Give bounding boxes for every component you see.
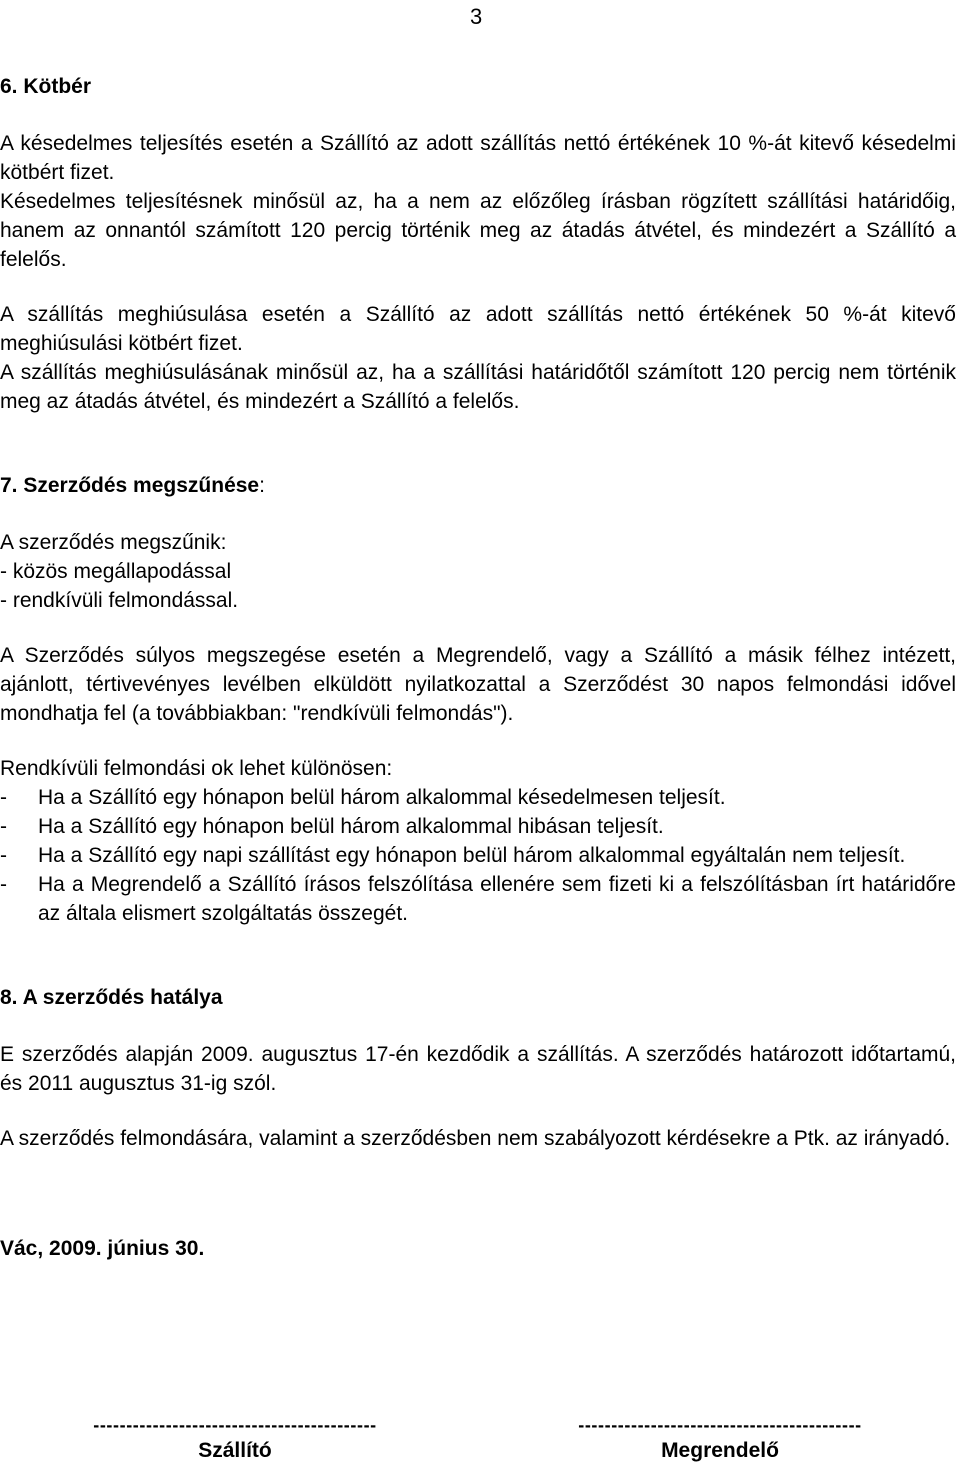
signature-name-supplier: Szállító	[198, 1439, 272, 1462]
reason-text: Ha a Szállító egy napi szállítást egy hónapon belül három alkalommal egyáltalán nem teljesít.	[38, 844, 906, 867]
section-8-paragraph-2: A szerződés felmondására, valamint a szerződésben nem szabályozott kérdésekre a Ptk. az irányadó.	[0, 1127, 951, 1150]
section-6-paragraph-4: A szállítás meghiúsulásának minősül az, ha a szállítási határidőtől számított 120 percig nem történik meg az átadás átvétel, és mindezért a Szállító a felelős.	[0, 361, 956, 413]
signature-supplier	[50, 1414, 420, 1466]
extraordinary-reasons-intro: Rendkívüli felmondási ok lehet különösen:	[0, 757, 393, 780]
serious-breach-paragraph: A Szerződés súlyos megszegése esetén a Megrendelő, vagy a Szállító a másik félhez intézett, ajánlott, tértivevényes levélben elküldött nyilatkozattal a Szerződést 30 napos felmondási idővel mondhatja fel (a továbbiakban: "rendkívüli felmondás").	[0, 644, 956, 725]
termination-item-mutual: - közös megállapodással	[0, 560, 232, 583]
signature-line-customer: -------------------------------------------	[578, 1415, 862, 1435]
reason-list-item	[0, 812, 956, 841]
section-6-heading: 6. Kötbér	[0, 75, 92, 98]
section-7-heading-colon: :	[259, 474, 265, 497]
section-6-paragraph-2: Késedelmes teljesítésnek minősül az, ha a nem az előzőleg írásban rögzített szállítási határidőig, hanem az onnantól számított 120 percig történik meg az átadás átvétel, és mindezért a Szállító a felelős.	[0, 190, 956, 271]
place-and-date: Vác, 2009. június 30.	[0, 1237, 205, 1260]
document-body	[0, 72, 956, 1263]
signature-customer	[535, 1414, 905, 1466]
section-6-paragraph-3: A szállítás meghiúsulása esetén a Szállító az adott szállítás nettó értékének 50 %-át kitevő meghiúsulási kötbért fizet.	[0, 303, 956, 355]
signature-line-supplier: -------------------------------------------	[93, 1415, 377, 1435]
reason-list-item	[0, 783, 956, 812]
reason-list-item	[0, 841, 956, 870]
signature-name-customer: Megrendelő	[661, 1439, 779, 1462]
list-dash: -	[0, 873, 7, 896]
reason-list-item	[0, 870, 956, 928]
reason-text: Ha a Szállító egy hónapon belül három alkalommal késedelmesen teljesít.	[38, 786, 726, 809]
list-dash: -	[0, 844, 7, 867]
termination-item-extraordinary: - rendkívüli felmondással.	[0, 589, 239, 612]
section-8-heading: 8. A szerződés hatálya	[0, 986, 223, 1009]
list-dash: -	[0, 786, 7, 809]
section-6-paragraph-1: A késedelmes teljesítés esetén a Szállító az adott szállítás nettó értékének 10 %-át kitevő késedelmi kötbért fizet.	[0, 132, 956, 184]
reason-text: Ha a Megrendelő a Szállító írásos felszólítása ellenére sem fizeti ki a felszólításban írt határidőre az általa elismert szolgáltatás összegét.	[38, 873, 956, 925]
section-8-paragraph-1: E szerződés alapján 2009. augusztus 17-én kezdődik a szállítás. A szerződés határozott időtartamú, és 2011 augusztus 31-ig szól.	[0, 1043, 956, 1095]
signature-block	[0, 1414, 960, 1470]
section-7-heading	[0, 471, 956, 500]
page-number: 3	[470, 4, 483, 29]
termination-intro: A szerződés megszűnik:	[0, 531, 227, 554]
section-7-heading-text: 7. Szerződés megszűnése	[0, 474, 260, 497]
list-dash: -	[0, 815, 7, 838]
reason-text: Ha a Szállító egy hónapon belül három alkalommal hibásan teljesít.	[38, 815, 664, 838]
